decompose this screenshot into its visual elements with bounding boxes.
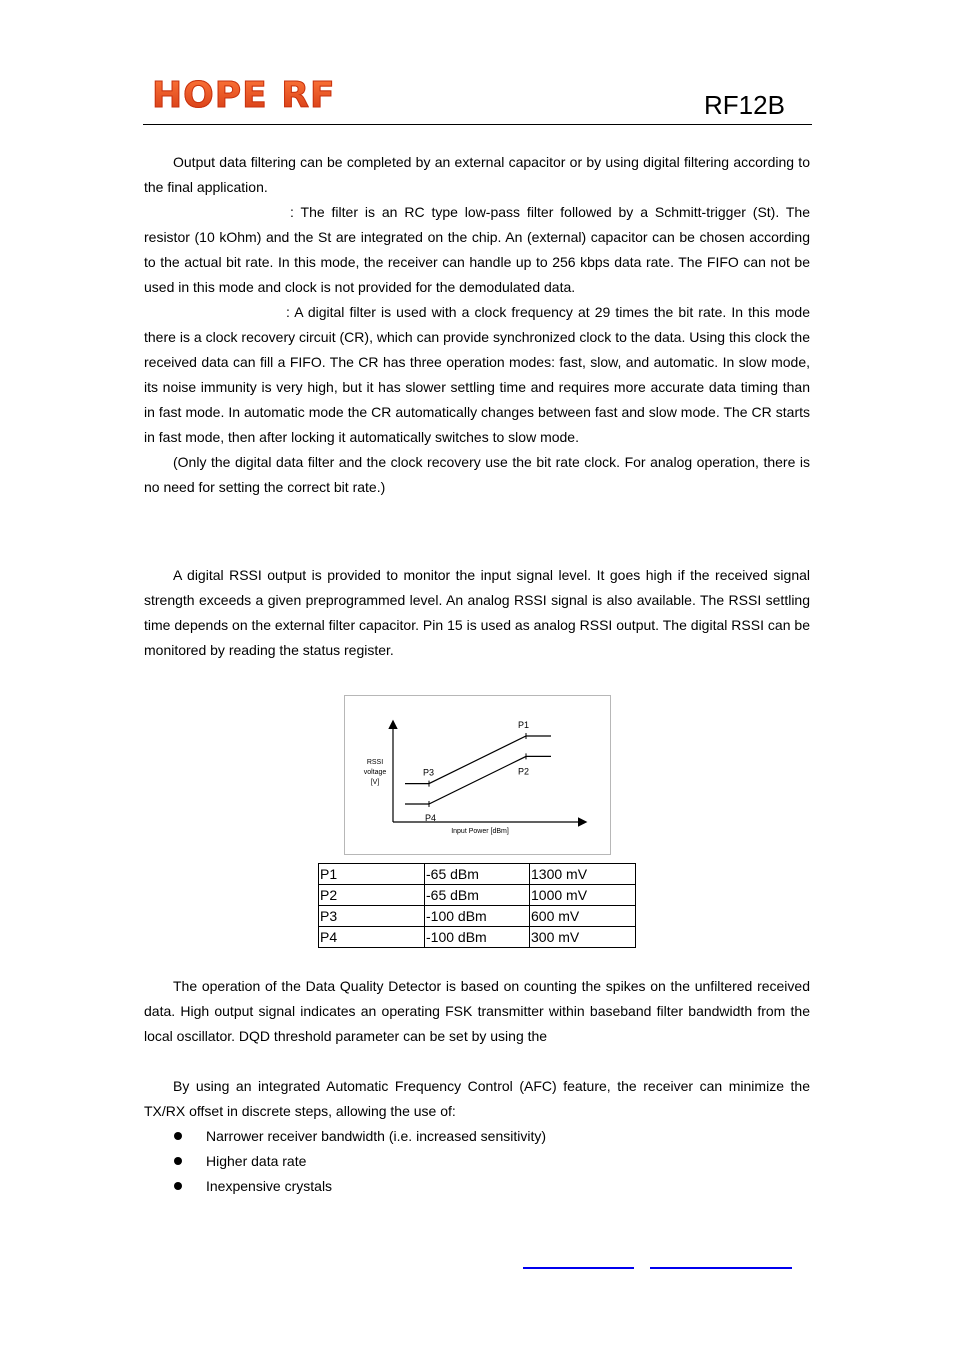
table-cell: 1000 mV: [530, 885, 636, 906]
table-cell: -100 dBm: [425, 906, 530, 927]
table-row: [319, 906, 636, 927]
table-cell: P3: [319, 906, 425, 927]
paragraph-dqd: The operation of the Data Quality Detector is based on counting the spikes on the unfiltered received data. High output signal indicates an operating FSK transmitter within baseband filter bandwidth from the local oscillator. DQD threshold parameter can be set by using the: [144, 978, 810, 1044]
table-cell: P2: [319, 885, 425, 906]
y-axis-label-line-1: RSSI: [366, 759, 384, 766]
rssi-levels-table: [318, 863, 636, 948]
list-item-label: Narrower receiver bandwidth (i.e. increased sensitivity): [206, 1128, 547, 1144]
footer-link-1[interactable]: [523, 1267, 634, 1269]
point-label-p4: P4: [425, 813, 437, 823]
bullet-icon: [174, 1157, 182, 1165]
bullet-icon: [174, 1182, 182, 1190]
point-label-p2: P2: [518, 766, 530, 777]
rssi-chart: [344, 695, 611, 855]
table-row: [319, 927, 636, 948]
paragraph-digital-filter: : A digital filter is used with a clock frequency at 29 times the bit rate. In this mode there is a clock recovery circuit (CR), which can provide synchronized clock to the data. Using this clock the received data can fill a FIFO. The CR has three operation modes: fast, slow, and automatic. In slow mode, its noise immunity is very high, but it has slower settling time and requires more accurate data timing than in fast mode. In automatic mode the CR automatically changes between fast and slow mode. The CR starts in fast mode, then after locking it automatically switches to slow mode.: [144, 304, 810, 445]
rssi-chart-svg: [345, 696, 610, 854]
table-cell: P4: [319, 927, 425, 948]
table-cell: 300 mV: [530, 927, 636, 948]
model-title: RF12B: [704, 90, 785, 120]
point-label-p3: P3: [423, 767, 435, 778]
paragraph-afc: By using an integrated Automatic Frequency Control (AFC) feature, the receiver can minimize the TX/RX offset in discrete steps, allowing the use of:: [144, 1078, 810, 1119]
table-cell: -100 dBm: [425, 927, 530, 948]
table-row: [319, 864, 636, 885]
table-cell: -65 dBm: [425, 885, 530, 906]
table-cell: P1: [319, 864, 425, 885]
x-axis-label: Input Power [dBm]: [451, 828, 509, 835]
table-cell: 600 mV: [530, 906, 636, 927]
hope-rf-logo: HOPE RF: [152, 75, 336, 116]
paragraph-analog-filter: : The filter is an RC type low-pass filter followed by a Schmitt-trigger (St). The resistor (10 kOhm) and the St are integrated on the chip. An (external) capacitor can be chosen according to the actual bit rate. In this mode, the receiver can handle up to 256 kbps data rate. The FIFO can not be used in this mode and clock is not provided for the demodulated data.: [144, 204, 810, 295]
paragraph-rssi: A digital RSSI output is provided to monitor the input signal level. It goes high if the received signal strength exceeds a given preprogrammed level. An analog RSSI signal is also available. The RSSI settling time depends on the external filter capacitor. Pin 15 is used as analog RSSI output. The digital RSSI can be monitored by reading the status register.: [144, 567, 810, 658]
y-axis-label-line-2: voltage: [363, 769, 387, 776]
header-divider: [143, 124, 812, 125]
y-axis-label-line-3: [V]: [370, 779, 380, 786]
bullet-icon: [174, 1132, 182, 1140]
paragraph-bitrate-note: (Only the digital data filter and the clock recovery use the bit rate clock. For analog operation, there is no need for setting the correct bit rate.): [144, 454, 810, 495]
list-item-label: Inexpensive crystals: [206, 1178, 333, 1194]
footer-link-2[interactable]: [650, 1267, 792, 1269]
point-label-p1: P1: [518, 720, 530, 730]
series-line-2: [405, 756, 551, 804]
table-row: [319, 885, 636, 906]
table-cell: 1300 mV: [530, 864, 636, 885]
list-item-label: Higher data rate: [206, 1153, 307, 1169]
paragraph-filtering-intro: Output data filtering can be completed by an external capacitor or by using digital filtering according to the final application.: [144, 154, 810, 195]
table-cell: -65 dBm: [425, 864, 530, 885]
